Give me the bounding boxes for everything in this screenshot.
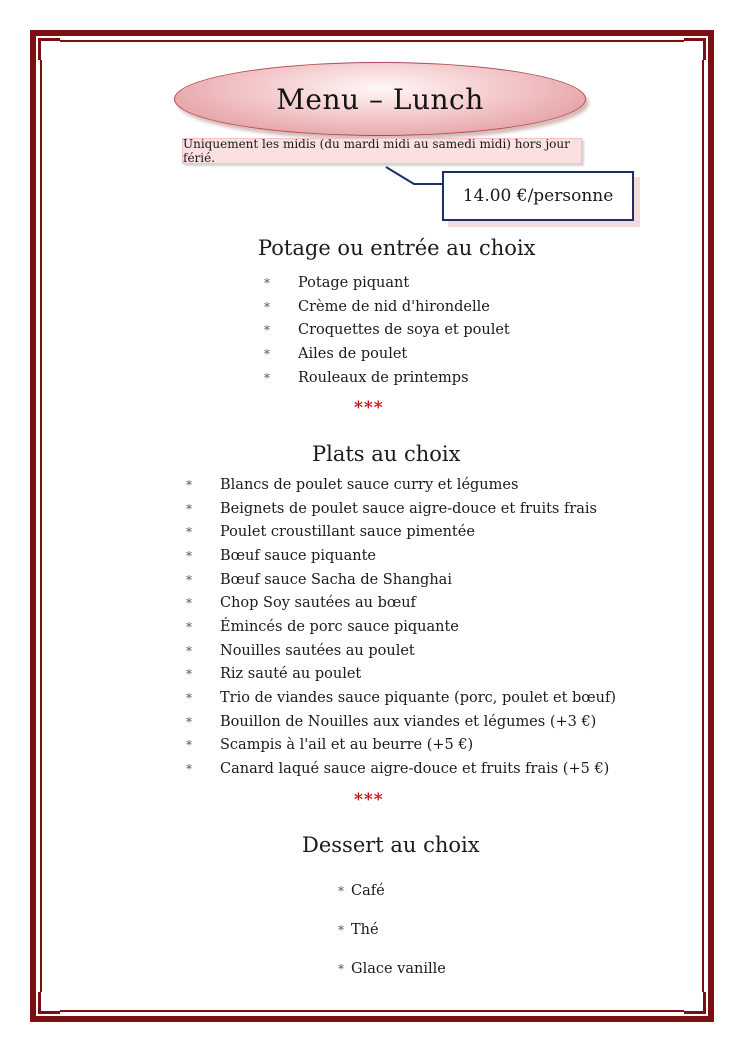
plat-item: Nouilles sautées au poulet	[220, 642, 415, 659]
plat-item: Blancs de poulet sauce curry et légumes	[220, 476, 519, 493]
entree-item: Crème de nid d'hirondelle	[298, 298, 490, 315]
asterisk-bullet-icon: *	[264, 299, 270, 314]
list-item	[264, 319, 510, 343]
dessert-item: Café	[351, 882, 385, 899]
plat-item: Bouillon de Nouilles aux viandes et légumes (+3 €)	[220, 713, 597, 730]
list-item	[186, 544, 616, 568]
dessert-item: Glace vanille	[351, 960, 446, 977]
list-item	[186, 757, 616, 781]
list-item	[186, 615, 616, 639]
plat-item: Riz sauté au poulet	[220, 666, 362, 683]
asterisk-bullet-icon: *	[264, 323, 270, 338]
list-item	[264, 342, 510, 366]
price-box: 14.00 €/personne	[442, 171, 634, 221]
desserts-list	[338, 871, 446, 988]
asterisk-bullet-icon: *	[338, 922, 344, 937]
asterisk-bullet-icon: *	[186, 572, 192, 587]
plats-section-title: Plats au choix	[312, 442, 461, 466]
entrees-section-title: Potage ou entrée au choix	[258, 236, 536, 260]
list-item	[338, 949, 446, 988]
list-item	[186, 497, 616, 521]
plat-item: Canard laqué sauce aigre-douce et fruits frais (+5 €)	[220, 761, 610, 778]
list-item	[186, 710, 616, 734]
section-separator: ***	[354, 790, 384, 810]
list-item	[186, 591, 616, 615]
entree-item: Rouleaux de printemps	[298, 370, 469, 387]
list-item	[186, 520, 616, 544]
asterisk-bullet-icon: *	[186, 738, 192, 753]
list-item	[264, 271, 510, 295]
asterisk-bullet-icon: *	[186, 691, 192, 706]
desserts-section-title: Dessert au choix	[302, 833, 480, 857]
asterisk-bullet-icon: *	[264, 347, 270, 362]
list-item	[186, 663, 616, 687]
plat-item: Scampis à l'ail et au beurre (+5 €)	[220, 737, 474, 754]
list-item	[186, 473, 616, 497]
asterisk-bullet-icon: *	[186, 762, 192, 777]
asterisk-bullet-icon: *	[186, 477, 192, 492]
asterisk-bullet-icon: *	[186, 619, 192, 634]
asterisk-bullet-icon: *	[338, 883, 344, 898]
asterisk-bullet-icon: *	[186, 525, 192, 540]
list-item	[338, 910, 446, 949]
section-separator: ***	[354, 398, 384, 418]
asterisk-bullet-icon: *	[264, 371, 270, 386]
asterisk-bullet-icon: *	[338, 961, 344, 976]
entree-item: Ailes de poulet	[298, 346, 408, 363]
plat-item: Beignets de poulet sauce aigre-douce et fruits frais	[220, 500, 597, 517]
plats-list	[186, 473, 616, 781]
list-item	[186, 686, 616, 710]
asterisk-bullet-icon: *	[186, 667, 192, 682]
asterisk-bullet-icon: *	[186, 548, 192, 563]
list-item	[186, 734, 616, 758]
asterisk-bullet-icon: *	[186, 643, 192, 658]
availability-note: Uniquement les midis (du mardi midi au samedi midi) hors jour férié.	[182, 138, 582, 164]
entrees-list	[264, 271, 510, 390]
plat-item: Bœuf sauce piquante	[220, 547, 376, 564]
menu-title: Menu – Lunch	[276, 82, 484, 116]
list-item	[186, 568, 616, 592]
plat-item: Chop Soy sautées au bœuf	[220, 595, 416, 612]
plat-item: Trio de viandes sauce piquante (porc, poulet et bœuf)	[220, 690, 616, 707]
asterisk-bullet-icon: *	[186, 714, 192, 729]
plat-item: Poulet croustillant sauce pimentée	[220, 524, 475, 541]
plat-item: Bœuf sauce Sacha de Shanghai	[220, 571, 452, 588]
list-item	[338, 871, 446, 910]
asterisk-bullet-icon: *	[186, 501, 192, 516]
list-item	[264, 295, 510, 319]
entree-item: Croquettes de soya et poulet	[298, 322, 510, 339]
list-item	[264, 366, 510, 390]
plat-item: Émincés de porc sauce piquante	[220, 618, 459, 635]
dessert-item: Thé	[351, 921, 379, 938]
asterisk-bullet-icon: *	[186, 596, 192, 611]
list-item	[186, 639, 616, 663]
entree-item: Potage piquant	[298, 274, 410, 291]
asterisk-bullet-icon: *	[264, 275, 270, 290]
